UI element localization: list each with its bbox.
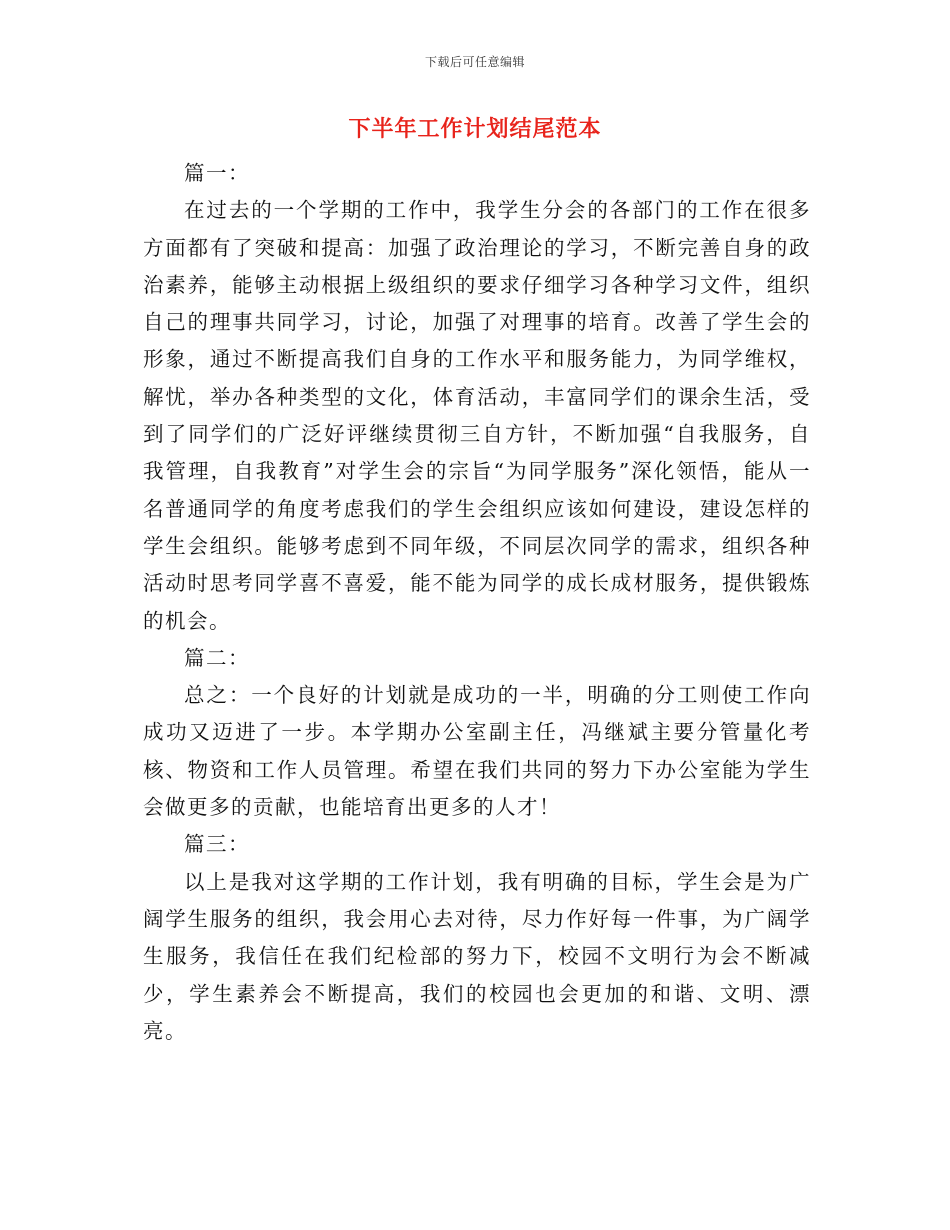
section-3-body: 以上是我对这学期的工作计划，我有明确的目标，学生会是为广阔学生服务的组织，我会用心去对待，尽力作好每一件事，为广阔学生服务，我信任在我们纪检部的努力下，校园不文明行为会不断减少，学生素养会不断提高，我们的校园也会更加的和谐、文明、漂亮。 — [143, 869, 811, 1043]
section-1-heading: 篇一： — [184, 161, 250, 185]
section-1-body: 在过去的一个学期的工作中，我学生分会的各部门的工作在很多方面都有了突破和提高：加强了政治理论的学习，不断完善自身的政治素养，能够主动根据上级组织的要求仔细学习各种学习文件，组织自己的理事共同学习，讨论，加强了对理事的培育。改善了学生会的形象，通过不断提高我们自身的工作水平和服务能力，为同学维权，解忧，举办各种类型的文化，体育活动，丰富同学们的课余生活，受到了同学们的广泛好评继续贯彻三自方针，不断加强“自我服务，自我管理，自我教育”对学生会的宗旨“为同学服务”深化领悟，能从一名普通同学的角度考虑我们的学生会组织应该如何建设，建设怎样的学生会组织。能够考虑到不同年级，不同层次同学的需求，组织各种活动时思考同学喜不喜爱，能不能为同学的成长成材服务，提供锻炼的机会。 — [143, 198, 811, 633]
section-3-heading: 篇三： — [184, 832, 250, 857]
document-title: 下半年工作计划结尾范本 — [348, 116, 602, 142]
document-body — [143, 155, 811, 1050]
section-2-heading: 篇二： — [184, 645, 250, 670]
header-note: 下载后可任意编辑 — [424, 55, 525, 69]
section-2-body: 总之：一个良好的计划就是成功的一半，明确的分工则使工作向成功又迈进了一步。本学期办公室副主任，冯继斌主要分管量化考核、物资和工作人员管理。希望在我们共同的努力下办公室能为学生会做更多的贡献，也能培育出更多的人才！ — [143, 683, 811, 820]
